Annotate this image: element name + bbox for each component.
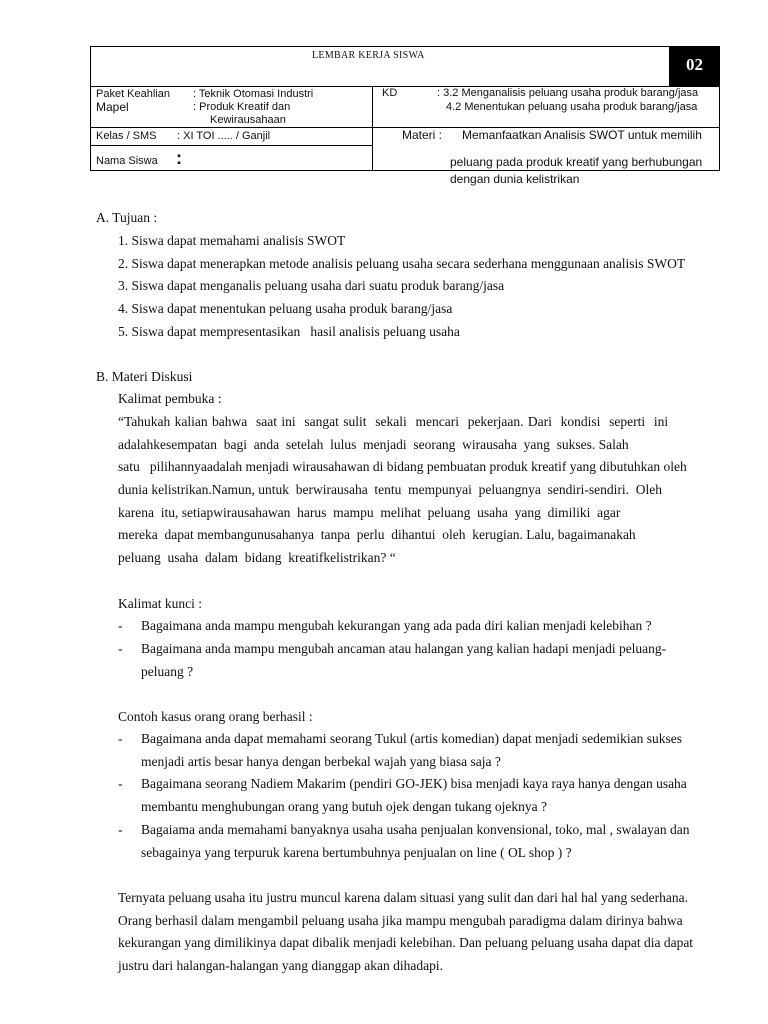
- contoh-item-cont: membantu menghubungan orang yang butuh ojek dengan tukang ojeknya ?: [141, 799, 548, 814]
- contoh-item-cont: sebagainya yang terpuruk karena bertumbuhnya penjualan on line ( OL shop ) ?: [141, 845, 572, 860]
- nama-colon: :: [176, 148, 182, 168]
- kunci-item: Bagaimana anda mampu mengubah ancaman atau halangan yang kalian hadapi menjadi peluang-: [141, 641, 667, 656]
- mapel-value-1: : Produk Kreatif dan: [193, 101, 291, 113]
- contoh-label: Contoh kasus orang orang berhasil :: [118, 709, 313, 724]
- tujuan-heading: A. Tujuan :: [96, 210, 158, 225]
- materi-1: Memanfaatkan Analisis SWOT untuk memilih: [462, 128, 702, 142]
- materi-label: Materi :: [402, 128, 443, 142]
- paket-value: : Teknik Otomasi Industri: [193, 88, 314, 100]
- contoh-item: Bagaimana seorang Nadiem Makarim (pendiri GO-JEK) bisa menjadi kaya raya hanya dengan usaha: [141, 776, 687, 791]
- kunci-label: Kalimat kunci :: [118, 596, 202, 611]
- contoh-item: Bagaiama anda memahami banyaknya usaha usaha penjualan konvensional, toko, mal , swalayan dan: [141, 822, 690, 837]
- sheet-title: LEMBAR KERJA SISWA: [312, 50, 425, 61]
- table-divider: [90, 145, 372, 146]
- kd-label: KD: [382, 87, 398, 99]
- kunci-item: Bagaimana anda mampu mengubah kekurangan yang ada pada diri kalian menjadi kelebihan ?: [141, 618, 652, 633]
- pembuka-label: Kalimat pembuka :: [118, 391, 222, 406]
- tujuan-item: 1. Siswa dapat memahami analisis SWOT: [118, 233, 346, 248]
- sheet-number: 02: [686, 55, 703, 74]
- kelas-value: : XI TOI ..... / Ganjil: [177, 130, 271, 142]
- pembuka-line: satu pilihannyaadalah menjadi wirausahawan di bidang pembuatan produk kreatif yang dibutuhkan oleh: [118, 459, 687, 474]
- mapel-value-2: Kewirausahaan: [210, 114, 286, 126]
- tujuan-item: 3. Siswa dapat menganalis peluang usaha dari suatu produk barang/jasa: [118, 278, 505, 293]
- closing-line: Orang berhasil dalam mengambil peluang usaha jika mampu mengubah paradigma dalam dirinya bahwa: [118, 913, 683, 928]
- table-divider: [372, 86, 373, 171]
- tujuan-item: 2. Siswa dapat menerapkan metode analisis peluang usaha secara sederhana menggunaan analisis SWOT: [118, 256, 686, 271]
- closing-line: justru dari halangan-halangan yang dianggap akan dihadapi.: [118, 958, 444, 973]
- closing-line: kekurangan yang dimilikinya dapat dibalik menjadi kelebihan. Dan peluang peluang usaha dapat dia dapat: [118, 935, 694, 950]
- tujuan-item: 4. Siswa dapat menentukan peluang usaha produk barang/jasa: [118, 301, 453, 316]
- pembuka-line: “Tahukah kalian bahwa saat ini sangat sulit sekali mencari pekerjaan. Dari kondisi seperti ini: [118, 414, 669, 429]
- pembuka-line: mereka dapat membangunusahanya tanpa perlu dihantui oleh kerugian. Lalu, bagaimanakah: [118, 527, 636, 542]
- materi-heading: B. Materi Diskusi: [96, 369, 193, 384]
- tujuan-item: 5. Siswa dapat mempresentasikan hasil analisis peluang usaha: [118, 324, 460, 339]
- bullet-dash: -: [118, 776, 123, 791]
- bullet-dash: -: [118, 641, 123, 656]
- mapel-label: Mapel: [96, 100, 129, 114]
- materi-3: dengan dunia kelistrikan: [450, 172, 580, 186]
- bullet-dash: -: [118, 618, 123, 633]
- kelas-label: Kelas / SMS: [96, 130, 157, 142]
- kd-2: 4.2 Menentukan peluang usaha produk barang/jasa: [446, 101, 698, 113]
- nama-label: Nama Siswa: [96, 155, 158, 167]
- pembuka-line: adalahkesempatan bagi anda setelah lulus menjadi seorang wirausaha yang sukses. Salah: [118, 437, 629, 452]
- closing-line: Ternyata peluang usaha itu justru muncul karena dalam situasi yang sulit dan dari hal hal yang sederhana.: [118, 890, 688, 905]
- contoh-item: Bagaimana anda dapat memahami seorang Tukul (artis komedian) dapat menjadi sedemikian sukses: [141, 731, 682, 746]
- bullet-dash: -: [118, 822, 123, 837]
- pembuka-line: karena itu, setiapwirausahawan harus mampu melihat peluang usaha yang dimiliki agar: [118, 505, 621, 520]
- bullet-dash: -: [118, 731, 123, 746]
- materi-2: peluang pada produk kreatif yang berhubungan: [450, 155, 703, 169]
- kunci-item-cont: peluang ?: [141, 664, 194, 679]
- pembuka-line: dunia kelistrikan.Namun, untuk berwirausaha tentu mempunyai peluangnya sendiri-sendiri. Oleh: [118, 482, 662, 497]
- contoh-item-cont: menjadi artis besar hanya dengan berbekal wajah yang biasa saja ?: [141, 754, 501, 769]
- kd-1: : 3.2 Menganalisis peluang usaha produk barang/jasa: [437, 87, 699, 99]
- paket-label: Paket Keahlian: [96, 88, 170, 100]
- pembuka-line: peluang usaha dalam bidang kreatifkelistrikan? “: [118, 550, 396, 565]
